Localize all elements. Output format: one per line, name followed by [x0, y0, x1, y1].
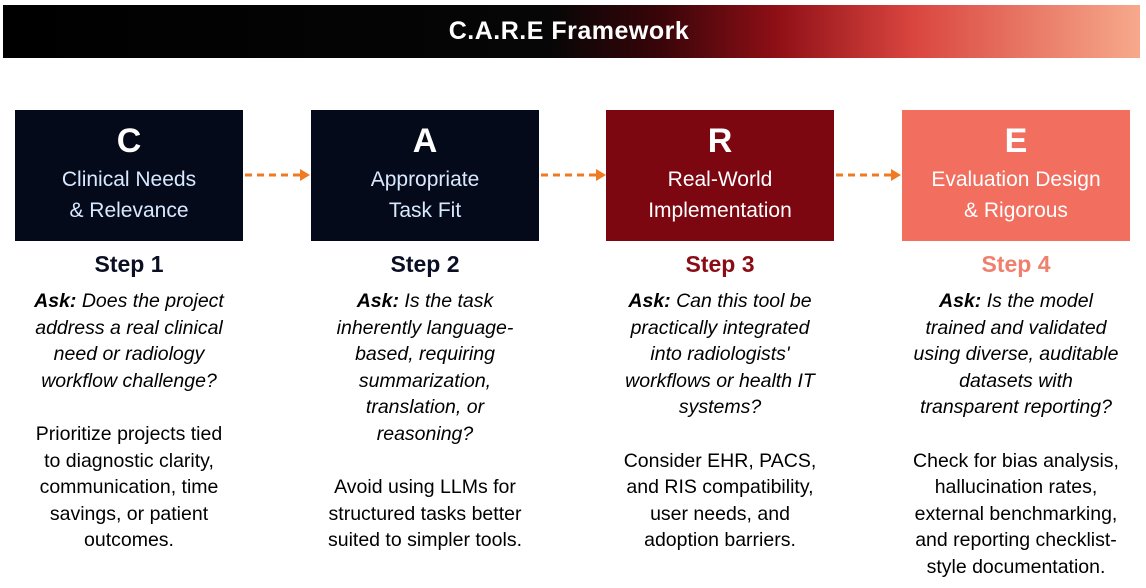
dashed-arrow-icon: [243, 168, 311, 182]
ask-question: [0, 288, 263, 394]
step-detail: [0, 421, 263, 554]
dashed-arrow-icon: [834, 168, 902, 182]
card-letter: R: [707, 122, 733, 160]
detail-line: hallucination rates,: [934, 476, 1098, 498]
ask-line: need or radiology: [53, 343, 205, 365]
step-label: Step 2: [390, 251, 460, 277]
ask-prefix: Ask:: [939, 290, 982, 312]
ask-text: Is the task: [404, 290, 494, 312]
card-title-line: Real-World: [667, 168, 773, 191]
ask-prefix: Ask:: [34, 290, 77, 312]
ask-text: Does the project: [81, 290, 224, 312]
ask-line: [882, 288, 1146, 315]
step-column-3: [586, 247, 854, 554]
card-title: [925, 164, 1106, 226]
ask-line: [0, 288, 263, 315]
ask-line: inherently language-: [336, 316, 514, 339]
detail-line: communication, time: [39, 476, 219, 498]
card-title: [365, 164, 486, 226]
card-title-line: Appropriate: [370, 168, 480, 191]
detail-line: user needs, and: [650, 502, 790, 525]
detail-line: and reporting checklist-: [915, 529, 1117, 551]
detail-line: structured tasks better: [328, 502, 522, 525]
ask-line: translation, or: [365, 396, 485, 418]
title-banner: [3, 5, 1140, 58]
card-title-line: & Rigorous: [964, 199, 1068, 222]
ask-line: transparent reporting?: [920, 396, 1112, 418]
detail-line: outcomes.: [84, 529, 174, 551]
step-column-2: [291, 247, 559, 554]
ask-line: practically integrated: [630, 316, 810, 339]
card-evaluation-design: [902, 110, 1130, 241]
detail-line: Prioritize projects tied: [35, 423, 223, 445]
ask-text: Can this tool be: [676, 290, 812, 312]
ask-text: Is the model: [986, 290, 1093, 312]
card-real-world-implementation: [606, 110, 834, 241]
card-letter: A: [412, 122, 438, 160]
ask-line: summarization,: [358, 369, 492, 392]
step-detail: [882, 448, 1146, 581]
ask-prefix: Ask:: [628, 290, 671, 312]
detail-line: external benchmarking,: [914, 502, 1118, 525]
ask-question: [291, 288, 559, 447]
card-title-line: Task Fit: [388, 199, 462, 222]
card-letter: E: [1004, 122, 1028, 160]
ask-question: [586, 288, 854, 421]
card-letter: C: [116, 122, 142, 160]
detail-line: savings, or patient: [49, 502, 209, 525]
step-column-1: [0, 247, 263, 554]
card-clinical-needs: [15, 110, 243, 241]
step-label: Step 1: [94, 251, 164, 277]
card-title-line: & Relevance: [69, 199, 189, 222]
card-title: [56, 164, 202, 226]
detail-line: Consider EHR, PACS,: [623, 449, 817, 472]
step-column-4: [882, 247, 1146, 580]
dashed-arrow-icon: [539, 168, 607, 182]
detail-line: Avoid using LLMs for: [334, 476, 516, 498]
ask-line: using diverse, auditable: [913, 343, 1119, 365]
ask-question: [882, 288, 1146, 421]
ask-line: workflows or health IT: [625, 369, 815, 392]
card-title-line: Clinical Needs: [61, 168, 197, 191]
card-title-line: Evaluation Design: [931, 168, 1101, 191]
card-appropriate-task-fit: [311, 110, 539, 241]
ask-line: trained and validated: [925, 316, 1107, 339]
ask-prefix: Ask:: [356, 290, 399, 312]
ask-line: reasoning?: [376, 422, 474, 445]
detail-line: and RIS compatibility,: [626, 476, 814, 498]
step-label: Step 3: [685, 251, 755, 277]
card-title: [642, 164, 798, 226]
step-detail: [291, 474, 559, 554]
detail-line: suited to simpler tools.: [327, 529, 522, 551]
ask-line: based, requiring: [355, 343, 495, 365]
detail-line: style documentation.: [926, 555, 1106, 578]
ask-line: [586, 288, 854, 315]
step-label: Step 4: [981, 251, 1051, 277]
card-title-line: Implementation: [648, 199, 792, 222]
detail-line: adoption barriers.: [644, 529, 796, 551]
step-detail: [586, 448, 854, 554]
detail-line: to diagnostic clarity,: [44, 449, 214, 472]
ask-line: address a real clinical: [35, 316, 223, 339]
ask-line: [291, 288, 559, 315]
ask-line: into radiologists': [650, 343, 790, 365]
ask-line: systems?: [678, 396, 762, 418]
detail-line: Check for bias analysis,: [913, 449, 1119, 472]
ask-line: workflow challenge?: [41, 369, 217, 392]
ask-line: datasets with: [959, 369, 1073, 392]
page-title: C.A.R.E Framework: [448, 17, 690, 45]
